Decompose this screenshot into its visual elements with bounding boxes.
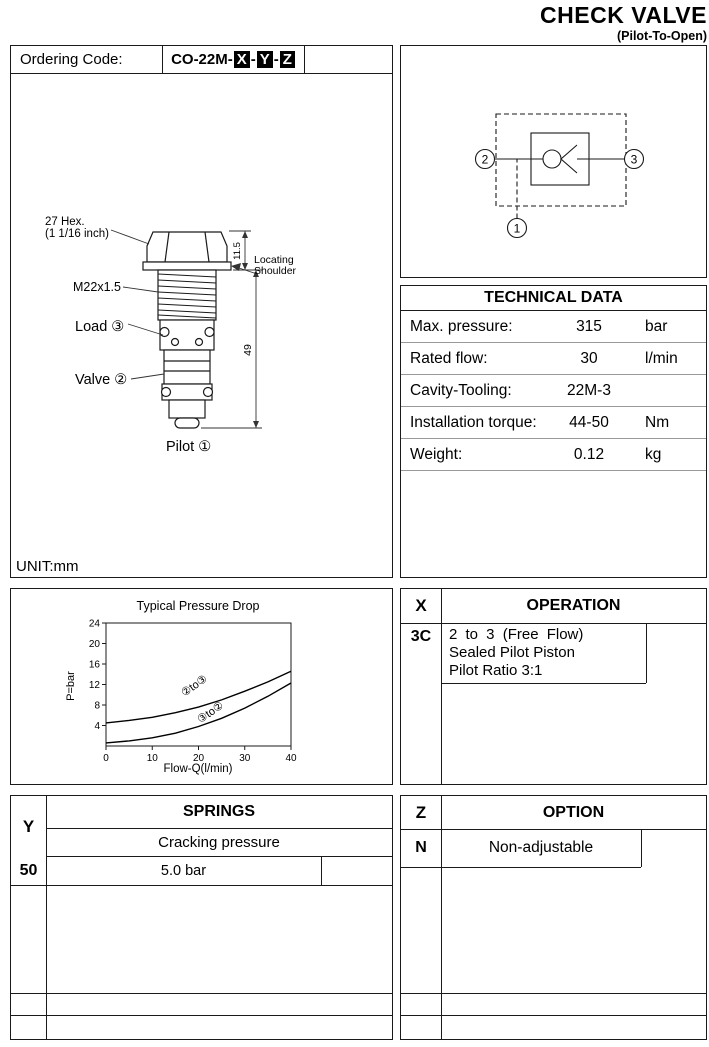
tech-value: 44-50 (569, 413, 609, 431)
locating-shoulder-line1: Locating (254, 254, 294, 266)
title-block (540, 2, 707, 43)
option-row-code: N (415, 839, 427, 856)
pressure-drop-chart (11, 589, 392, 784)
cross-hole-left (172, 339, 179, 346)
ordering-code-label: Ordering Code: (11, 46, 163, 73)
springs-table (10, 795, 393, 1040)
chart-y-axis-label: P=bar (65, 671, 77, 701)
tech-unit: Nm (645, 413, 670, 431)
tech-unit: kg (645, 445, 662, 463)
option-row-divider (401, 867, 641, 868)
thread-note: M22x1.5 (73, 280, 121, 294)
ordering-z: Z (280, 51, 295, 68)
cross-hole-right (196, 339, 203, 346)
operation-table (400, 588, 707, 785)
unit-note: UNIT:mm (16, 558, 79, 575)
pilot-port-label: Pilot ① (166, 439, 212, 455)
locating-shoulder-flange (143, 262, 231, 270)
nose-section (169, 400, 205, 418)
technical-data-panel (400, 285, 707, 578)
mid-body (164, 350, 210, 384)
svg-text:0: 0 (103, 753, 109, 764)
tech-label: Weight: (410, 445, 463, 463)
hydraulic-symbol (401, 46, 706, 277)
pressure-drop-chart-panel (10, 588, 393, 785)
tech-row-installation-torque (401, 407, 706, 439)
ordering-sep2: - (273, 51, 279, 68)
svg-text:40: 40 (285, 753, 297, 764)
valve-body-shapes (143, 232, 231, 428)
svg-text:4: 4 (94, 721, 100, 732)
option-empty-row-divider-2 (401, 1015, 706, 1016)
ordering-prefix: CO-22M- (171, 51, 233, 68)
port-1-number: 1 (513, 221, 521, 236)
nose-tip (175, 418, 199, 428)
operation-row-code: 3C (410, 628, 432, 645)
dim-49-text: 49 (242, 344, 254, 356)
operation-cell-divider (646, 623, 647, 683)
operation-row-divider (441, 683, 646, 684)
svg-text:24: 24 (88, 618, 100, 630)
o-ring-left (160, 328, 169, 337)
load-port-label: Load ③ (75, 319, 125, 335)
dim-11-5-text: 11.5 (232, 242, 243, 260)
tech-value: 30 (580, 349, 598, 367)
ordering-row-spacer (305, 46, 392, 73)
svg-text:③to②: ③to② (195, 699, 226, 726)
svg-text:8: 8 (94, 700, 100, 712)
ordering-y: Y (257, 51, 273, 68)
tech-row-weight (401, 439, 706, 471)
operation-line-3: Pilot Ratio 3:1 (449, 662, 543, 679)
o-ring-right (205, 328, 214, 337)
port-3-number: 3 (630, 152, 638, 167)
hex-note-line1: 27 Hex. (45, 216, 85, 228)
operation-title: OPERATION (526, 597, 621, 614)
tech-row-cavity-tooling (401, 375, 706, 407)
svg-text:②to③: ②to③ (179, 672, 210, 700)
springs-cell-divider (321, 857, 322, 885)
hex-head (147, 232, 227, 262)
drawing-panel (10, 45, 393, 578)
svg-text:20: 20 (88, 639, 100, 650)
option-cell-divider (641, 829, 642, 867)
tech-unit: bar (645, 317, 668, 335)
option-title: OPTION (542, 803, 605, 821)
tech-value: 0.12 (573, 445, 605, 463)
tech-value: 22M-3 (567, 381, 611, 399)
page-subtitle: (Pilot-To-Open) (616, 29, 707, 43)
svg-text:30: 30 (239, 753, 251, 764)
springs-row-divider (11, 885, 392, 886)
option-col-header: Z (415, 802, 427, 822)
o-ring-lower-right (204, 388, 213, 397)
svg-text:16: 16 (88, 659, 100, 671)
tech-label: Max. pressure: (410, 317, 513, 335)
operation-col-header: X (415, 596, 427, 615)
springs-subtitle: Cracking pressure (46, 829, 392, 857)
spring-row-code: 50 (19, 862, 38, 879)
hex-note-line2: (1 1/16 inch) (45, 228, 109, 240)
springs-title: SPRINGS (46, 796, 392, 829)
svg-text:20: 20 (192, 753, 205, 764)
operation-row-description (441, 623, 646, 683)
svg-text:12: 12 (88, 680, 100, 691)
operation-line-1: 2 to 3 (Free Flow) (449, 626, 584, 643)
tech-label: Cavity-Tooling: (410, 381, 512, 399)
ordering-x: X (234, 51, 250, 68)
locating-shoulder-line2: Shoulder (254, 265, 297, 277)
tech-value: 315 (576, 317, 602, 335)
option-table (400, 795, 707, 1040)
springs-empty-row-divider-1 (11, 993, 392, 994)
springs-col-header: Y (22, 816, 35, 836)
valve-cross-section-drawing (11, 74, 394, 577)
ordering-code-row (11, 46, 392, 74)
option-row-value: Non-adjustable (488, 839, 594, 856)
chart-title: Typical Pressure Drop (136, 599, 260, 613)
tech-unit: l/min (645, 349, 678, 367)
o-ring-lower-left (162, 388, 171, 397)
svg-text:10: 10 (146, 753, 158, 764)
symbol-check-seat (561, 145, 577, 173)
hydraulic-symbol-panel (400, 45, 707, 278)
symbol-check-ball (543, 150, 561, 168)
springs-empty-row-divider-2 (11, 1015, 392, 1016)
chart-curves-and-ticks (89, 619, 297, 765)
tech-label: Installation torque: (410, 413, 537, 431)
valve-port-label: Valve ② (75, 372, 128, 388)
option-empty-row-divider-1 (401, 993, 706, 994)
page-title: CHECK VALVE (540, 2, 707, 28)
spring-row-value: 5.0 bar (160, 863, 207, 879)
technical-data-title: TECHNICAL DATA (401, 286, 706, 311)
ordering-code-value (163, 46, 305, 73)
tech-row-rated-flow (401, 343, 706, 375)
chart-x-axis-label: Flow-Q(l/min) (163, 763, 233, 775)
tech-row-max-pressure (401, 311, 706, 343)
ordering-sep1: - (250, 51, 256, 68)
operation-line-2: Sealed Pilot Piston (449, 644, 575, 661)
port-2-number: 2 (481, 152, 489, 167)
tech-label: Rated flow: (410, 349, 488, 367)
